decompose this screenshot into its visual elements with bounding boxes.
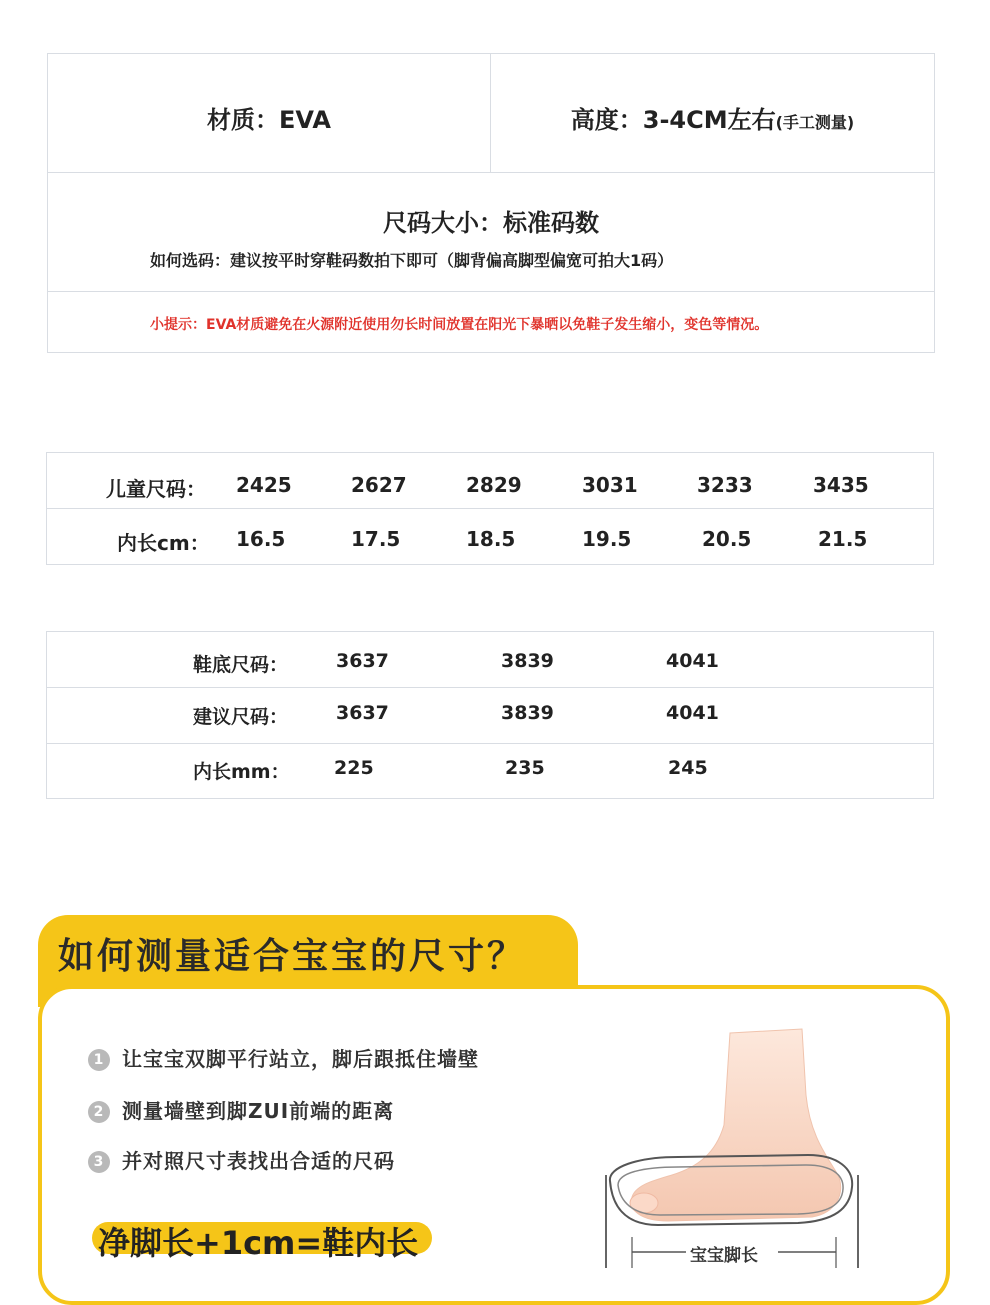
kids-table-divider [47,508,933,509]
suggested-size-value: 4041 [666,702,719,724]
material-label: 材质：EVA [207,106,331,134]
foot-length-label: 宝宝脚长 [690,1246,758,1266]
measure-step [88,1095,394,1124]
measure-step [88,1145,395,1174]
kids-length-label: 内长cm： [117,531,210,555]
warning-tip: 小提示：EVA材质避免在火源附近使用勿长时间放置在阳光下暴晒以免鞋子发生缩小，变色等情况。 [150,317,769,333]
suggested-size-value: 3637 [336,702,389,724]
step-number-icon: 3 [88,1151,110,1173]
kids-length-value: 20.5 [702,527,752,551]
adult-size-table [46,631,934,799]
adult-table-divider-2 [47,743,933,744]
inner-length-label: 内长mm： [193,761,290,783]
guide-title: 如何测量适合宝宝的尺寸？ [58,936,527,977]
step-text: 测量墙壁到脚ZUI前端的距离 [122,1099,395,1123]
measure-step [88,1043,479,1072]
info-divider-1 [48,172,934,173]
foot-icon [631,1029,840,1221]
adult-table-divider-1 [47,687,933,688]
kids-size-value: 2627 [351,473,407,497]
step-text: 并对照尺寸表找出合适的尺码 [122,1149,395,1173]
suggested-size-label: 建议尺码： [193,706,289,728]
kids-length-value: 18.5 [466,527,516,551]
height-main: 高度：3-4CM左右 [570,106,776,134]
kids-size-value: 2425 [236,473,292,497]
kids-length-value: 19.5 [582,527,632,551]
kids-length-value: 21.5 [818,527,868,551]
size-advice: 如何选码：建议按平时穿鞋码数拍下即可（脚背偏高脚型偏宽可拍大1码） [150,251,674,270]
formula-text: 净脚长+1cm=鞋内长 [98,1224,419,1262]
kids-length-value: 17.5 [351,527,401,551]
kids-size-label: 儿童尺码： [106,477,206,501]
sole-size-value: 3637 [336,650,389,672]
kids-size-value: 3031 [582,473,638,497]
inner-length-value: 225 [334,757,374,779]
inner-length-value: 245 [668,757,708,779]
sole-size-value: 3839 [501,650,554,672]
sole-size-label: 鞋底尺码： [193,654,289,676]
step-number-icon: 2 [88,1101,110,1123]
suggested-size-value: 3839 [501,702,554,724]
kids-length-value: 16.5 [236,527,286,551]
size-title: 尺码大小：标准码数 [383,209,599,237]
foot-measure-illustration [598,1025,868,1268]
height-note: (手工测量) [775,113,855,132]
sole-size-value: 4041 [666,650,719,672]
inner-length-value: 235 [505,757,545,779]
step-text: 让宝宝双脚平行站立，脚后跟抵住墙壁 [122,1047,479,1071]
info-divider-2 [48,291,934,292]
height-label [491,100,934,135]
kids-size-value: 2829 [466,473,522,497]
kids-size-value: 3233 [697,473,753,497]
kids-size-value: 3435 [813,473,869,497]
step-number-icon: 1 [88,1049,110,1071]
